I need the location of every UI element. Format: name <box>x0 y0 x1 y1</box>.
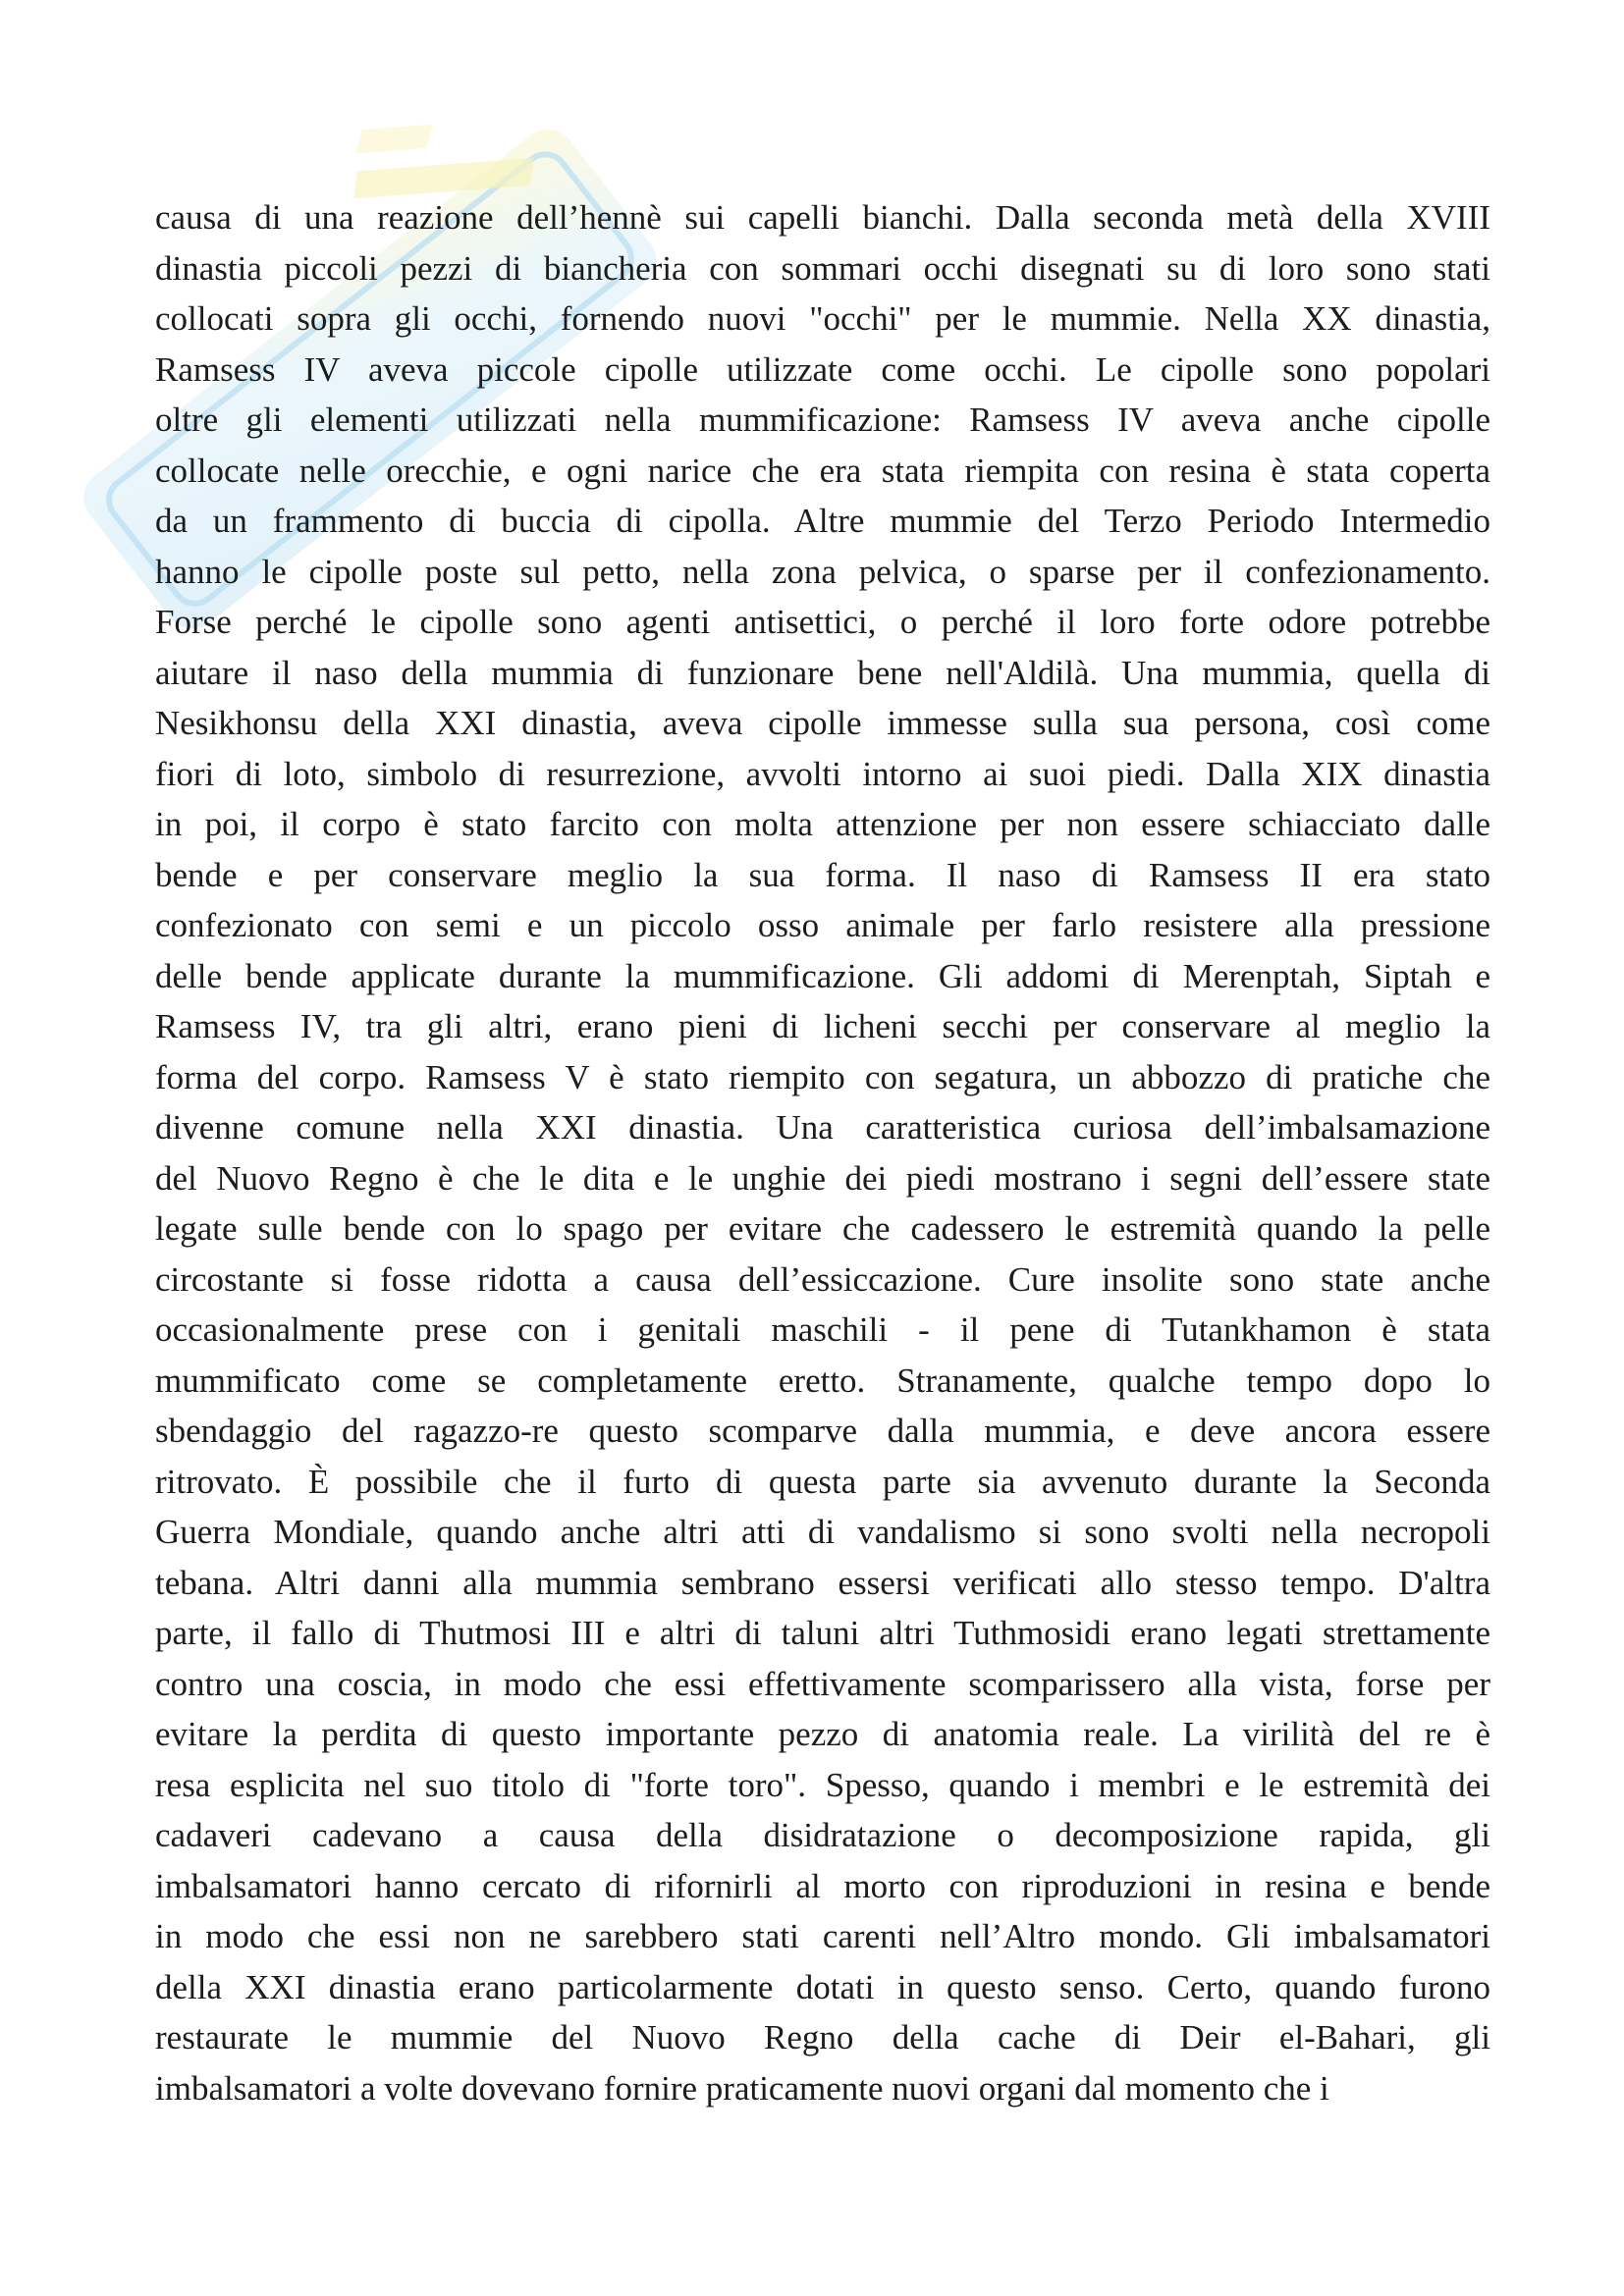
text-line: Ramsess IV, tra gli altri, erano pieni di licheni secchi per conservare al meglio la <box>155 1007 1490 1045</box>
text-line: hanno le cipolle poste sul petto, nella zona pelvica, o sparse per il confezionamento. <box>155 552 1490 591</box>
text-line: Guerra Mondiale, quando anche altri atti di vandalismo si sono svolti nella necropoli <box>155 1513 1490 1551</box>
text-line: sbendaggio del ragazzo-re questo scomparve dalla mummia, e deve ancora essere <box>155 1412 1490 1450</box>
text-line: divenne comune nella XXI dinastia. Una caratteristica curiosa dell’imbalsamazione <box>155 1108 1490 1147</box>
body-text <box>155 192 1490 2113</box>
text-line: delle bende applicate durante la mummificazione. Gli addomi di Merenptah, Siptah e <box>155 956 1490 995</box>
text-line: da un frammento di buccia di cipolla. Altre mummie del Terzo Periodo Intermedio <box>155 502 1490 540</box>
text-line: ritrovato. È possibile che il furto di questa parte sia avvenuto durante la Seconda <box>155 1462 1490 1501</box>
text-line: evitare la perdita di questo importante pezzo di anatomia reale. La virilità del re è <box>155 1715 1490 1753</box>
text-line: tebana. Altri danni alla mummia sembrano essersi verificati allo stesso tempo. D'altra <box>155 1563 1490 1602</box>
text-line: in poi, il corpo è stato farcito con molta attenzione per non essere schiacciato dalle <box>155 805 1490 843</box>
text-line: collocate nelle orecchie, e ogni narice che era stata riempita con resina è stata coperta <box>155 451 1490 490</box>
text-line: restaurate le mummie del Nuovo Regno della cache di Deir el-Bahari, gli <box>155 2018 1490 2056</box>
text-line: del Nuovo Regno è che le dita e le unghie dei piedi mostrano i segni dell’essere state <box>155 1158 1490 1198</box>
text-line: imbalsamatori a volte dovevano fornire praticamente nuovi organi dal momento che i <box>155 2068 1329 2108</box>
text-line: forma del corpo. Ramsess V è stato riempito con segatura, un abbozzo di pratiche che <box>155 1057 1490 1096</box>
text-line: occasionalmente prese con i genitali maschili - il pene di Tutankhamon è stata <box>155 1310 1490 1349</box>
text-line: parte, il fallo di Thutmosi III e altri di taluni altri Tuthmosidi erano legati strettamente <box>155 1614 1490 1652</box>
text-line: legate sulle bende con lo spago per evitare che cadessero le estremità quando la pelle <box>155 1209 1490 1248</box>
text-line: Forse perché le cipolle sono agenti antisettici, o perché il loro forte odore potrebbe <box>155 603 1490 641</box>
text-line: fiori di loto, simbolo di resurrezione, avvolti intorno ai suoi piedi. Dalla XIX dinastia <box>155 754 1490 793</box>
text-line: bende e per conservare meglio la sua forma. Il naso di Ramsess II era stato <box>155 855 1490 894</box>
text-line: aiutare il naso della mummia di funzionare bene nell'Aldilà. Una mummia, quella di <box>155 653 1490 692</box>
text-line: contro una coscia, in modo che essi effettivamente scomparissero alla vista, forse per <box>155 1664 1490 1703</box>
text-line: collocati sopra gli occhi, fornendo nuovi "occhi" per le mummie. Nella XX dinastia, <box>155 299 1490 338</box>
text-line: imbalsamatori hanno cercato di rifornirli al morto con riproduzioni in resina e bende <box>155 1866 1490 1905</box>
text-line: mummificato come se completamente eretto. Stranamente, qualche tempo dopo lo <box>155 1361 1490 1400</box>
text-line: della XXI dinastia erano particolarmente dotati in questo senso. Certo, quando furono <box>155 1967 1490 2006</box>
text-line: in modo che essi non ne sarebbero stati carenti nell’Altro mondo. Gli imbalsamatori <box>155 1917 1490 1955</box>
text-line: circostante si fosse ridotta a causa dell’essiccazione. Cure insolite sono state anche <box>155 1259 1490 1299</box>
text-line: Ramsess IV aveva piccole cipolle utilizzate come occhi. Le cipolle sono popolari <box>155 349 1490 389</box>
text-line: confezionato con semi e un piccolo osso animale per farlo resistere alla pressione <box>155 906 1490 944</box>
text-line: Nesikhonsu della XXI dinastia, aveva cipolle immesse sulla sua persona, così come <box>155 704 1490 742</box>
text-line: cadaveri cadevano a causa della disidratazione o decomposizione rapida, gli <box>155 1816 1490 1854</box>
text-line: causa di una reazione dell’hennè sui capelli bianchi. Dalla seconda metà della XVIII <box>155 198 1490 237</box>
text-line: oltre gli elementi utilizzati nella mummificazione: Ramsess IV aveva anche cipolle <box>155 400 1490 439</box>
text-line: resa esplicita nel suo titolo di "forte toro". Spesso, quando i membri e le estremità dei <box>155 1765 1490 1804</box>
text-line: dinastia piccoli pezzi di biancheria con sommari occhi disegnati su di loro sono stati <box>155 248 1490 288</box>
